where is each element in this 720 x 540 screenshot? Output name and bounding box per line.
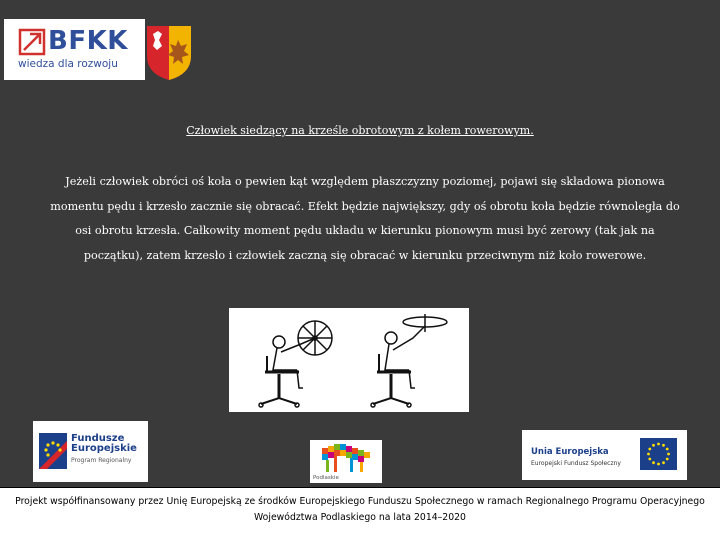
ue-sub: Europejski Fundusz Społeczny bbox=[531, 460, 621, 467]
podlaskie-logo bbox=[310, 440, 382, 483]
bfkk-logo-name: BFKK bbox=[48, 26, 128, 56]
footer-line1: Projekt współfinansowany przez Unię Europejską ze środków Europejskiego Funduszu Społecznego w ramach Regionalnego Programu Operacyjnego bbox=[15, 496, 705, 507]
footer-text bbox=[10, 494, 710, 526]
unia-europejska-logo bbox=[522, 430, 687, 480]
slide-paragraph: Jeżeli człowiek obróci oś koła o pewien kąt względem płaszczyzny poziomej, pojawi się składowa pionowa momentu pędu i krzesło zacznie się obracać. Efekt będzie największy, gdy oś obrotu koła będzie równoległa do osi obrotu krzesła. Całkowity moment pędu układu w kierunku pionowym musi być zerowy (tak jak na początku), zatem krzesło i człowiek zaczną się obracać w kierunku przeciwnym niż koło rowerowe. bbox=[50, 175, 680, 262]
fundusze-logo-name bbox=[71, 434, 137, 454]
rotating-chair-illustration bbox=[229, 308, 469, 412]
fundusze-line2: Europejskie bbox=[71, 443, 137, 454]
eu-flag-icon bbox=[640, 438, 677, 470]
bison-icon bbox=[316, 442, 376, 474]
fundusze-europejskie-icon bbox=[39, 433, 67, 469]
bfkk-arrow-icon bbox=[18, 28, 46, 56]
figure-person-left bbox=[259, 321, 332, 407]
bfkk-logo bbox=[4, 19, 145, 80]
coat-of-arms-icon bbox=[145, 24, 193, 82]
slide-title: Człowiek siedzący na krześle obrotowym z kołem rowerowym. bbox=[186, 124, 534, 137]
footer-line2: Województwa Podlaskiego na lata 2014–2020 bbox=[254, 512, 466, 523]
fundusze-europejskie-logo bbox=[33, 421, 148, 482]
ue-title: Unia Europejska bbox=[531, 447, 609, 457]
fundusze-sub: Program Regionalny bbox=[71, 457, 132, 464]
podlaskie-label: Podlaskie bbox=[313, 475, 339, 481]
fundusze-line1: Fundusze bbox=[71, 433, 125, 444]
footer bbox=[0, 487, 720, 540]
figure-person-right bbox=[371, 314, 447, 407]
bfkk-logo-tagline: wiedza dla rozwoju bbox=[18, 58, 118, 70]
